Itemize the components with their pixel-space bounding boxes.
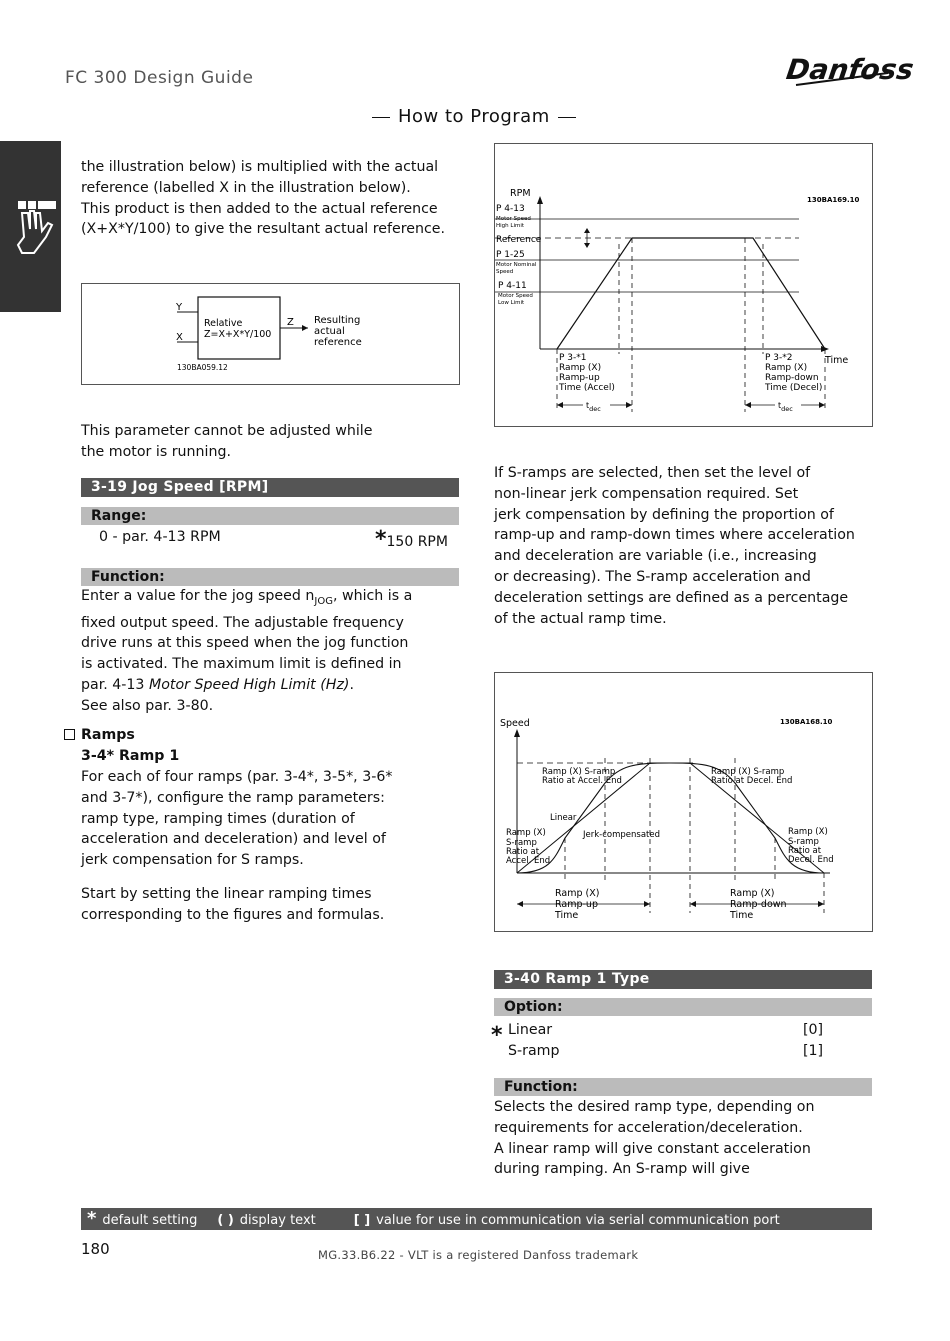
text-line: and deceleration are variable (i.e., increasing	[494, 548, 817, 565]
fig3-rampdown-3: Time	[730, 910, 754, 921]
text-line: ramp type, ramping times (duration of	[81, 810, 355, 827]
fig2-p125-sub1: Motor Nominal	[496, 262, 537, 268]
section-title: How to Program	[398, 106, 550, 127]
page-number: 180	[81, 1240, 110, 1258]
option-sramp-label: S-ramp	[508, 1043, 560, 1059]
s-ramp-figure	[494, 672, 873, 932]
document-title: FC 300 Design Guide	[65, 68, 254, 88]
fig3-left-ratio-1: Ramp (X)	[506, 828, 546, 838]
fig2-p31-line3: Ramp-up	[559, 373, 600, 383]
fig1-box-line1: Relative	[204, 318, 243, 329]
text-line: the motor is running.	[81, 443, 231, 460]
checkbox-icon	[64, 729, 75, 740]
text-line: A linear ramp will give constant acceleration	[494, 1140, 811, 1157]
text-line: during ramping. An S-ramp will give	[494, 1161, 750, 1178]
tdec-t: t	[586, 401, 590, 410]
fig3-rampup-2: Ramp-up	[555, 899, 598, 910]
text-line: deceleration settings are defined as a percentage	[494, 589, 849, 606]
fig2-p125: P 1-25	[496, 250, 525, 260]
legend-display-text: display text	[239, 1213, 316, 1228]
fig2-tdec-right	[778, 401, 793, 413]
ramps-paragraph-1	[81, 767, 461, 871]
ramps-heading: Ramps	[81, 727, 135, 743]
fig2-p31-line2: Ramp (X)	[559, 363, 602, 373]
text-line: jerk compensation for S ramps.	[81, 852, 304, 869]
fig2-p411: P 4-11	[498, 281, 527, 291]
fig2-p413: P 4-13	[496, 204, 525, 214]
text-line: If S-ramps are selected, then set the level of	[494, 465, 811, 481]
text-line: This product is then added to the actual reference	[81, 200, 438, 217]
tdec-t: t	[778, 401, 782, 410]
text-line: See also par. 3-80.	[81, 697, 214, 714]
fig1-out-line1: Resulting	[314, 315, 361, 326]
footer-note: MG.33.B6.22 - VLT is a registered Danfoss trademark	[318, 1248, 639, 1262]
tdec-sub: dec	[589, 405, 601, 413]
text-line: Start by setting the linear ramping times	[81, 886, 372, 902]
intro-paragraph	[81, 157, 461, 240]
text-line: the illustration below) is multiplied with the actual	[81, 159, 439, 175]
fig2-p32-line3: Ramp-down	[765, 373, 819, 383]
fig2-p32-line4: Time (Decel)	[765, 383, 823, 393]
fig3-right-ratio-3: Ratio at	[788, 846, 822, 856]
fig2-p411-sub1: Motor Speed	[498, 293, 533, 299]
fig2-p31-line1: P 3-*1	[559, 353, 587, 363]
fig3-rampdown-2: Ramp-down	[730, 899, 787, 910]
danfoss-logo	[784, 45, 916, 93]
text-line: ramp-up and ramp-down times where acceleration	[494, 527, 855, 544]
fig1-box-line2: Z=X+X*Y/100	[204, 329, 272, 340]
ramps-paragraph-2	[81, 884, 461, 926]
fig3-decel-end-2: Ratio at Decel. End	[711, 776, 793, 786]
section-heading	[364, 106, 584, 127]
fig2-p411-sub2: Low Limit	[498, 300, 525, 306]
fig3-decel-end-1: Ramp (X) S-ramp	[711, 767, 785, 777]
text-line: and 3-7*), configure the ramp parameters:	[81, 789, 385, 806]
range-label: Range:	[81, 507, 459, 525]
param-319-function-text	[81, 586, 461, 717]
fig2-p32-line1: P 3-*2	[765, 353, 793, 363]
fig3-accel-end-1: Ramp (X) S-ramp	[542, 767, 616, 777]
subscript: JOG	[314, 595, 333, 607]
function-label: Function:	[81, 568, 459, 586]
fig3-right-ratio-4: Decel. End	[788, 855, 834, 865]
relative-reference-figure	[81, 283, 460, 385]
fig1-out-line3: reference	[314, 337, 362, 348]
fig3-accel-end-2: Ratio at Accel. End	[542, 776, 622, 786]
legend-paren: ( )	[217, 1213, 234, 1228]
text-line: of the actual ramp time.	[494, 610, 667, 627]
fig3-left-ratio-4: Accel. End	[506, 856, 551, 866]
fig3-linear-label: Linear	[550, 813, 577, 823]
text-span: , which is a	[332, 588, 413, 604]
option-sramp-value: [1]	[803, 1043, 824, 1059]
text-line: This parameter cannot be adjusted while	[81, 423, 373, 439]
fig1-out-line2: actual	[314, 326, 345, 337]
text-line: (X+X*Y/100) to give the resultant actual reference.	[81, 221, 445, 238]
fig2-reference: Reference	[496, 235, 542, 245]
text-line: is activated. The maximum limit is defined in	[81, 656, 402, 673]
text-line: corresponding to the figures and formulas.	[81, 906, 385, 923]
default-value-row	[375, 527, 448, 552]
note-paragraph	[81, 421, 461, 463]
option-linear-value: [0]	[803, 1022, 824, 1038]
fig1-code: 130BA059.12	[177, 363, 228, 372]
svg-text:Danfoss: Danfoss	[784, 53, 916, 86]
fig2-time-label: Time	[825, 355, 849, 366]
fig2-p32-line2: Ramp (X)	[765, 363, 808, 373]
fig2-tdec-left	[586, 401, 601, 413]
function-label-340: Function:	[494, 1078, 872, 1096]
text-span: par. 4-13	[81, 677, 149, 694]
fig3-left-ratio-3: Ratio at	[506, 847, 540, 857]
param-340-function-text	[494, 1097, 879, 1180]
text-line: or decreasing). The S-ramp acceleration and	[494, 568, 811, 585]
text-line: acceleration and deceleration) and level of	[81, 831, 386, 848]
text-span: .	[349, 677, 354, 694]
param-link-italic: Motor Speed High Limit (Hz)	[148, 677, 350, 694]
ramp1-subheading: 3-4* Ramp 1	[81, 748, 180, 764]
text-line: non-linear jerk compensation required. Set	[494, 485, 799, 502]
fig3-right-ratio-2: S-ramp	[788, 837, 819, 847]
tdec-sub: dec	[781, 405, 793, 413]
fig2-p31-line4: Time (Accel)	[559, 383, 615, 393]
fig3-code: 130BA168.10	[780, 718, 833, 726]
sramp-paragraph	[494, 463, 879, 629]
legend-bar	[81, 1208, 872, 1230]
param-340-title: 3-40 Ramp 1 Type	[494, 970, 872, 989]
ramp-time-figure	[494, 143, 873, 427]
text-line: drive runs at this speed when the jog function	[81, 635, 409, 652]
chapter-tab	[0, 141, 61, 312]
hand-pointer-icon	[0, 141, 61, 312]
legend-star: *	[87, 1208, 97, 1229]
param-319-title: 3-19 Jog Speed [RPM]	[81, 478, 459, 497]
fig3-left-ratio-2: S-ramp	[506, 838, 537, 848]
fig2-code: 130BA169.10	[807, 196, 860, 204]
fig2-rpm-label: RPM	[510, 188, 531, 199]
text-line	[81, 675, 461, 696]
legend-brackets: [ ]	[353, 1213, 371, 1228]
text-line	[81, 586, 461, 613]
text-line: fixed output speed. The adjustable frequency	[81, 614, 404, 631]
fig2-p413-sub1: Motor Speed	[496, 216, 531, 222]
fig2-p125-sub2: Speed	[496, 269, 514, 275]
text-line: requirements for acceleration/deceleration.	[494, 1119, 803, 1136]
fig3-rampup-3: Time	[555, 910, 579, 921]
fig1-z-label: Z	[287, 317, 294, 328]
fig3-right-ratio-1: Ramp (X)	[788, 827, 828, 837]
default-star: *	[375, 527, 387, 552]
text-line: jerk compensation by defining the proportion of	[494, 506, 834, 523]
fig3-rampdown-1: Ramp (X)	[730, 888, 775, 899]
fig1-y-label: Y	[176, 302, 183, 313]
option-label: Option:	[494, 998, 872, 1016]
fig3-jerk-label: Jerk-compensated	[583, 830, 660, 840]
option-linear-label: Linear	[508, 1022, 553, 1038]
fig3-rampup-1: Ramp (X)	[555, 888, 600, 899]
default-value: 150 RPM	[386, 534, 448, 550]
text-span: Enter a value for the jog speed n	[81, 588, 315, 604]
fig2-p413-sub2: High Limit	[496, 223, 525, 229]
default-option-star: *	[491, 1023, 503, 1048]
legend-default-setting: default setting	[102, 1213, 198, 1228]
fig1-x-label: X	[176, 332, 183, 343]
text-line: reference (labelled X in the illustration below).	[81, 179, 411, 196]
text-line: Selects the desired ramp type, depending on	[494, 1099, 815, 1115]
range-value: 0 - par. 4-13 RPM	[99, 529, 221, 545]
text-line: For each of four ramps (par. 3-4*, 3-5*, 3-6*	[81, 769, 393, 785]
fig3-speed-label: Speed	[500, 718, 530, 729]
legend-serial-text: value for use in communication via serial communication port	[376, 1213, 780, 1228]
